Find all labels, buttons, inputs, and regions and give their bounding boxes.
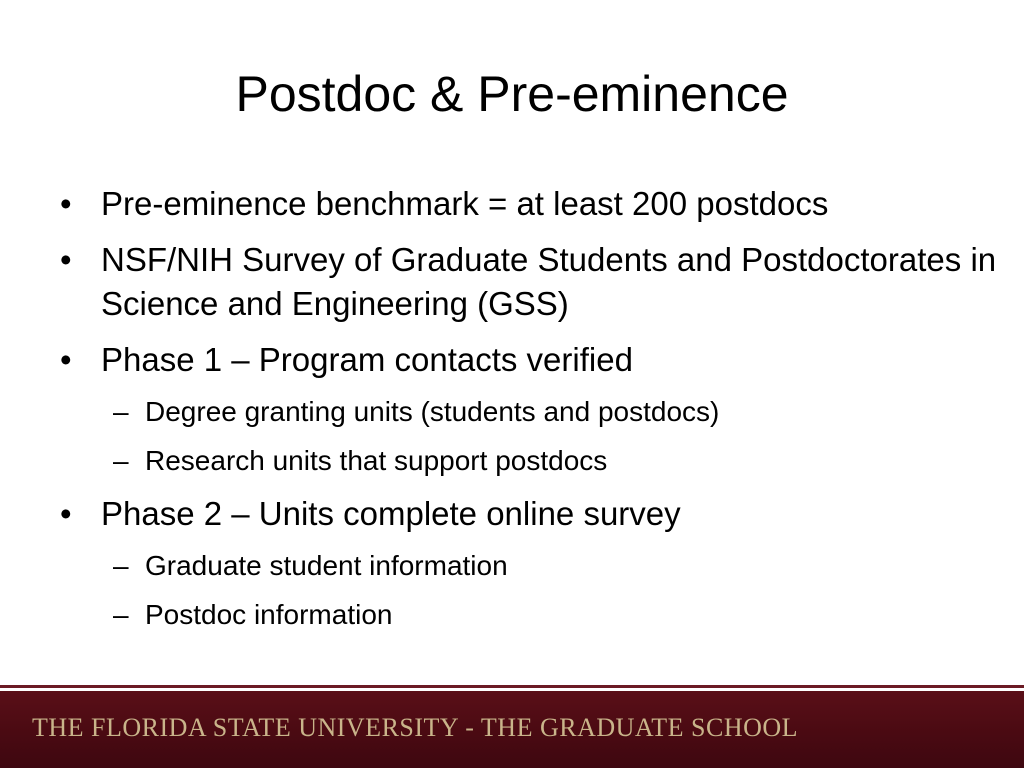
sub-bullet-marker: – [113, 445, 129, 476]
sub-bullet-item [60, 443, 1000, 479]
sub-bullet-list [60, 394, 1000, 479]
bullet-item [60, 182, 1000, 226]
bullet-text: Pre-eminence benchmark = at least 200 postdocs [101, 185, 829, 222]
footer-banner [0, 691, 1024, 768]
footer-text: THE FLORIDA STATE UNIVERSITY - THE GRADUATE SCHOOL [32, 713, 799, 742]
slide-title: Postdoc & Pre-eminence [235, 66, 789, 122]
sub-bullet-list [60, 548, 1000, 633]
sub-bullet-text: Graduate student information [145, 550, 508, 581]
sub-bullet-text: Degree granting units (students and postdocs) [145, 396, 720, 427]
sub-bullet-marker: – [113, 550, 129, 581]
sub-bullet-text: Research units that support postdocs [145, 445, 608, 476]
bullet-marker: • [60, 241, 72, 278]
bullet-list [60, 182, 1000, 646]
bullet-item [60, 492, 1000, 536]
sub-bullet-item [60, 548, 1000, 584]
sub-bullet-item [60, 394, 1000, 430]
bullet-marker: • [60, 185, 72, 222]
sub-bullet-item [60, 597, 1000, 633]
bullet-item [60, 238, 1000, 326]
bullet-item [60, 338, 1000, 382]
sub-bullet-marker: – [113, 396, 129, 427]
sub-bullet-text: Postdoc information [145, 599, 393, 630]
bullet-text: Phase 1 – Program contacts verified [101, 341, 633, 378]
bullet-text: Phase 2 – Units complete online survey [101, 495, 681, 532]
bullet-text: NSF/NIH Survey of Graduate Students and Postdoctorates in Science and Engineering (GSS) [101, 241, 997, 322]
bullet-marker: • [60, 495, 72, 532]
bullet-marker: • [60, 341, 72, 378]
sub-bullet-marker: – [113, 599, 129, 630]
